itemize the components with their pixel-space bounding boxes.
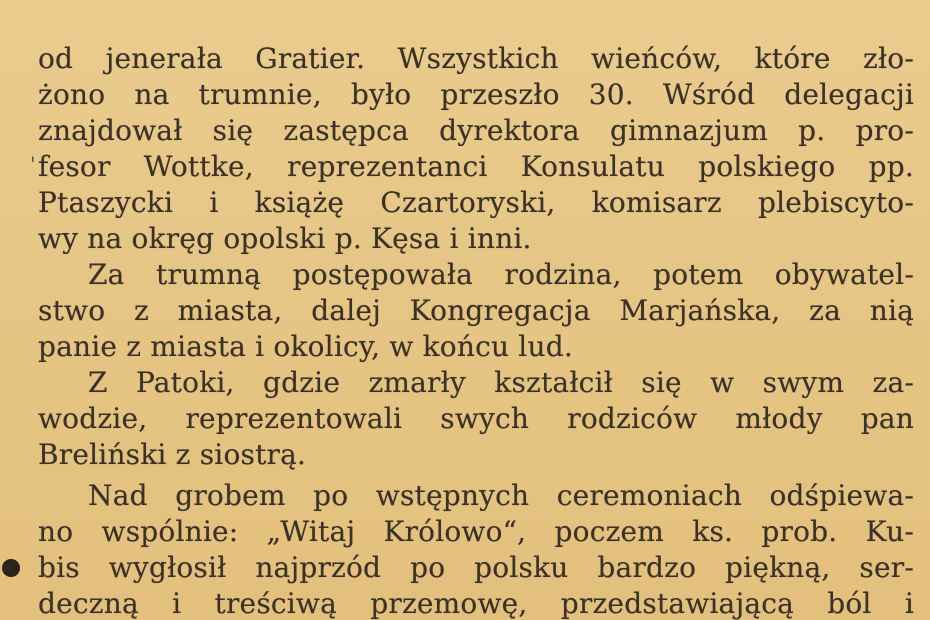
- paragraph-start-line: Nad grobem po wstępnych ceremoniach odśpiewa-: [88, 479, 914, 512]
- text-line: żono na trumnie, było przeszło 30. Wśród delegacji: [38, 78, 914, 111]
- text-line: deczną i treściwą przemowę, przedstawiającą ból i: [38, 587, 914, 620]
- text-line: od jenerała Gratier. Wszystkich wieńców, które zło-: [38, 42, 914, 75]
- text-line: Ptaszycki i książę Czartoryski, komisarz plebiscyto-: [38, 186, 914, 219]
- paragraph-start-line: Z Patoki, gdzie zmarły kształcił się w swym za-: [88, 366, 914, 399]
- print-mark: ': [30, 152, 36, 176]
- paragraph-start-line: Za trumną postępowała rodzina, potem obywatel-: [88, 258, 914, 291]
- text-line: Breliński z siostrą.: [38, 438, 307, 471]
- ink-blot: [2, 559, 20, 577]
- text-line: bis wygłosił najprzód po polsku bardzo piękną, ser-: [38, 551, 914, 584]
- text-line: no wspólnie: „Witaj Królowo“, poczem ks. prob. Ku-: [38, 515, 914, 548]
- text-line: znajdował się zastępca dyrektora gimnazjum p. pro-: [38, 114, 914, 147]
- text-line: panie z miasta i okolicy, w końcu lud.: [38, 330, 573, 363]
- text-line: stwo z miasta, dalej Kongregacja Marjańska, za nią: [38, 294, 914, 327]
- text-line: wodzie, reprezentowali swych rodziców młody pan: [38, 402, 914, 435]
- text-line: fesor Wottke, reprezentanci Konsulatu polskiego pp.: [38, 150, 914, 183]
- text-line: wy na okręg opolski p. Kęsa i inni.: [38, 222, 532, 255]
